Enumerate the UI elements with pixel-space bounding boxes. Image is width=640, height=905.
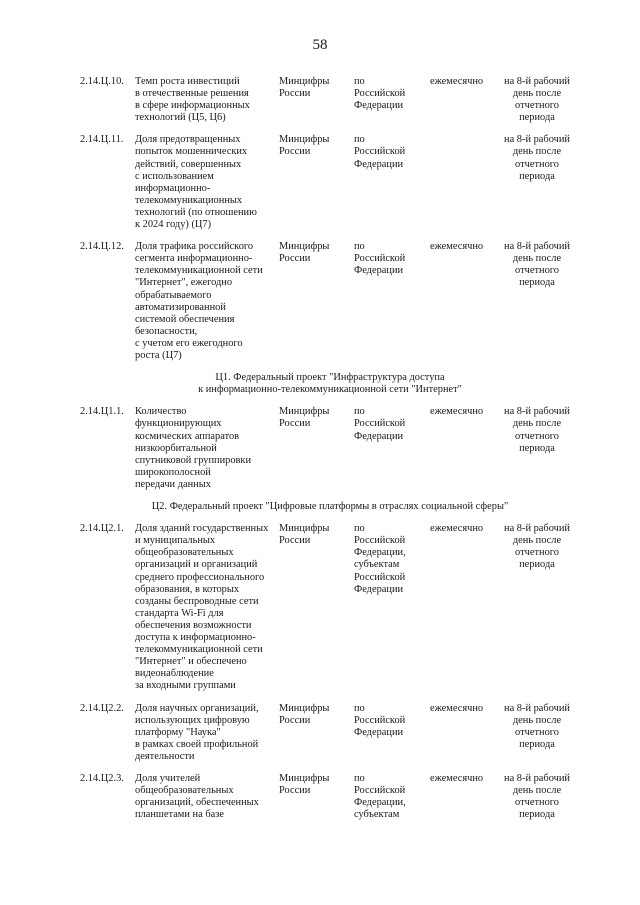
indicator-table — [80, 76, 580, 831]
submission-deadline: на 8-й рабочий день после отчетного периода — [504, 406, 570, 454]
row-code: 2.14.Ц.10. — [80, 76, 124, 87]
indicator-name: Доля учителей общеобразовательных организаций, обеспеченных планшетами на базе — [135, 773, 259, 821]
reporting-frequency: ежемесячно — [430, 523, 484, 535]
row-code: 2.14.Ц2.1. — [80, 523, 124, 535]
responsible-agency: Минцифры России — [279, 523, 330, 547]
reporting-level: по Российской Федерации — [354, 702, 406, 738]
reporting-level: по Российской Федерации, субъектам Российской Федерации — [354, 523, 406, 595]
reporting-level: по Российской Федерации, субъектам — [354, 773, 406, 821]
section-heading: Ц2. Федеральный проект "Цифровые платформы в отраслях социальной сферы" — [151, 501, 509, 513]
indicator-name: Доля зданий государственных и муниципальных общеобразовательных организаций и организаций среднего профессионального образования, в которых созданы беспроводные сети стандарта Wi-Fi для обеспечения возможности доступа к информационно- телекоммуникационной сети "Интернет" и обеспечено видеонаблюдение за входными группами — [135, 523, 269, 692]
row-code: 2.14.Ц2.3. — [80, 773, 124, 785]
responsible-agency: Минцифры России — [279, 241, 330, 265]
table-row — [80, 76, 580, 124]
table-row — [80, 523, 580, 692]
reporting-level: по Российской Федерации — [354, 134, 406, 170]
submission-deadline: на 8-й рабочий день после отчетного периода — [504, 76, 570, 124]
row-code: 2.14.Ц.12. — [80, 241, 124, 253]
table-row — [80, 134, 580, 231]
row-code: 2.14.Ц2.2. — [80, 702, 124, 714]
responsible-agency: Минцифры России — [279, 702, 330, 726]
indicator-name: Количество функционирующих космических аппаратов низкоорбитальной спутниковой группировки широкополосной передачи данных — [135, 406, 252, 490]
reporting-frequency: ежемесячно — [430, 241, 484, 253]
reporting-frequency: ежемесячно — [430, 773, 484, 785]
indicator-name: Доля научных организаций, использующих цифровую платформу "Наука" в рамках своей профильной деятельности — [135, 702, 259, 762]
submission-deadline: на 8-й рабочий день после отчетного периода — [504, 134, 570, 182]
responsible-agency: Минцифры России — [279, 773, 330, 797]
table-row — [80, 241, 580, 362]
table-row — [80, 703, 580, 764]
reporting-frequency: ежемесячно — [430, 702, 484, 714]
reporting-level: по Российской Федерации — [354, 241, 406, 277]
indicator-name: Доля предотвращенных попыток мошеннических действий, совершенных с использованием информационно- телекоммуникационных технологий (по отношению к 2024 году) (Ц7) — [135, 134, 257, 231]
submission-deadline: на 8-й рабочий день после отчетного периода — [504, 241, 570, 289]
section-heading: Ц1. Федеральный проект "Инфраструктура доступа к информационно-телекоммуникационной сети "Интернет" — [198, 372, 462, 396]
indicator-name: Доля трафика российского сегмента информационно- телекоммуникационной сети "Интернет", ежегодно обрабатываемого автоматизированной системой обеспечения безопасности, с учетом его ежегодного роста (Ц7) — [135, 241, 263, 362]
page-number: 58 — [312, 37, 328, 53]
row-code: 2.14.Ц1.1. — [80, 406, 124, 418]
table-row — [80, 773, 580, 821]
submission-deadline: на 8-й рабочий день после отчетного периода — [504, 773, 570, 821]
responsible-agency: Минцифры России — [279, 76, 330, 100]
submission-deadline: на 8-й рабочий день после отчетного периода — [504, 702, 570, 750]
indicator-name: Темп роста инвестиций в отечественные решения в сфере информационных технологий (Ц5, Ц6) — [135, 76, 250, 124]
responsible-agency: Минцифры России — [279, 406, 330, 430]
reporting-frequency: ежемесячно — [430, 76, 484, 87]
table-row — [80, 406, 580, 491]
row-code: 2.14.Ц.11. — [80, 134, 124, 146]
responsible-agency: Минцифры России — [279, 134, 330, 158]
reporting-frequency: ежемесячно — [430, 406, 484, 418]
submission-deadline: на 8-й рабочий день после отчетного периода — [504, 523, 570, 571]
reporting-level: по Российской Федерации — [354, 76, 406, 112]
reporting-level: по Российской Федерации — [354, 406, 406, 442]
